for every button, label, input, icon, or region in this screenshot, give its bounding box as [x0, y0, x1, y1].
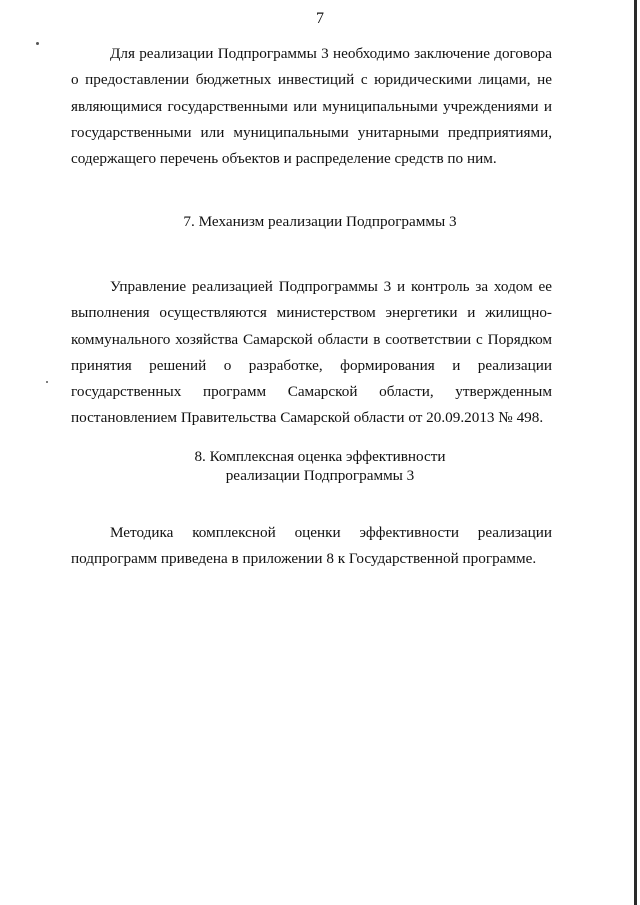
section-8-paragraph: Методика комплексной оценки эффективности реализации подпрограмм приведена в приложении 8 к Государственной программе.: [71, 524, 552, 568]
page-number: 7: [316, 10, 324, 27]
section-8-heading-line-1: 8. Комплексная оценка эффективности: [194, 448, 446, 465]
paragraph-bti-agreement: Для реализации Подпрограммы 3 необходимо заключение договора о предоставлении бюджетных инвестиций с юридическими лицами, не являющимися государственными или муниципальными учреждениями и государственными или муниципальными унитарными предприятиями, содержащего перечень объектов и распределение средств по ним.: [71, 45, 552, 167]
scan-speck: [46, 381, 48, 383]
section-7-paragraph: Управление реализацией Подпрограммы 3 и контроль за ходом ее выполнения осуществляются министерством энергетики и жилищно-коммунального хозяйства Самарской области в соответствии с Порядком принятия решений о разработке, формирования и реализации государственных программ Самарской области, утвержденным постановлением Правительства Самарской области от 20.09.2013 № 498.: [71, 278, 552, 427]
section-8-heading: [0, 447, 640, 485]
section-7-heading-text: 7. Механизм реализации Подпрограммы 3: [183, 213, 457, 230]
section-7-heading: [0, 212, 640, 231]
section-8-heading-line-2: реализации Подпрограммы 3: [225, 467, 415, 484]
scan-speck: [36, 42, 39, 45]
